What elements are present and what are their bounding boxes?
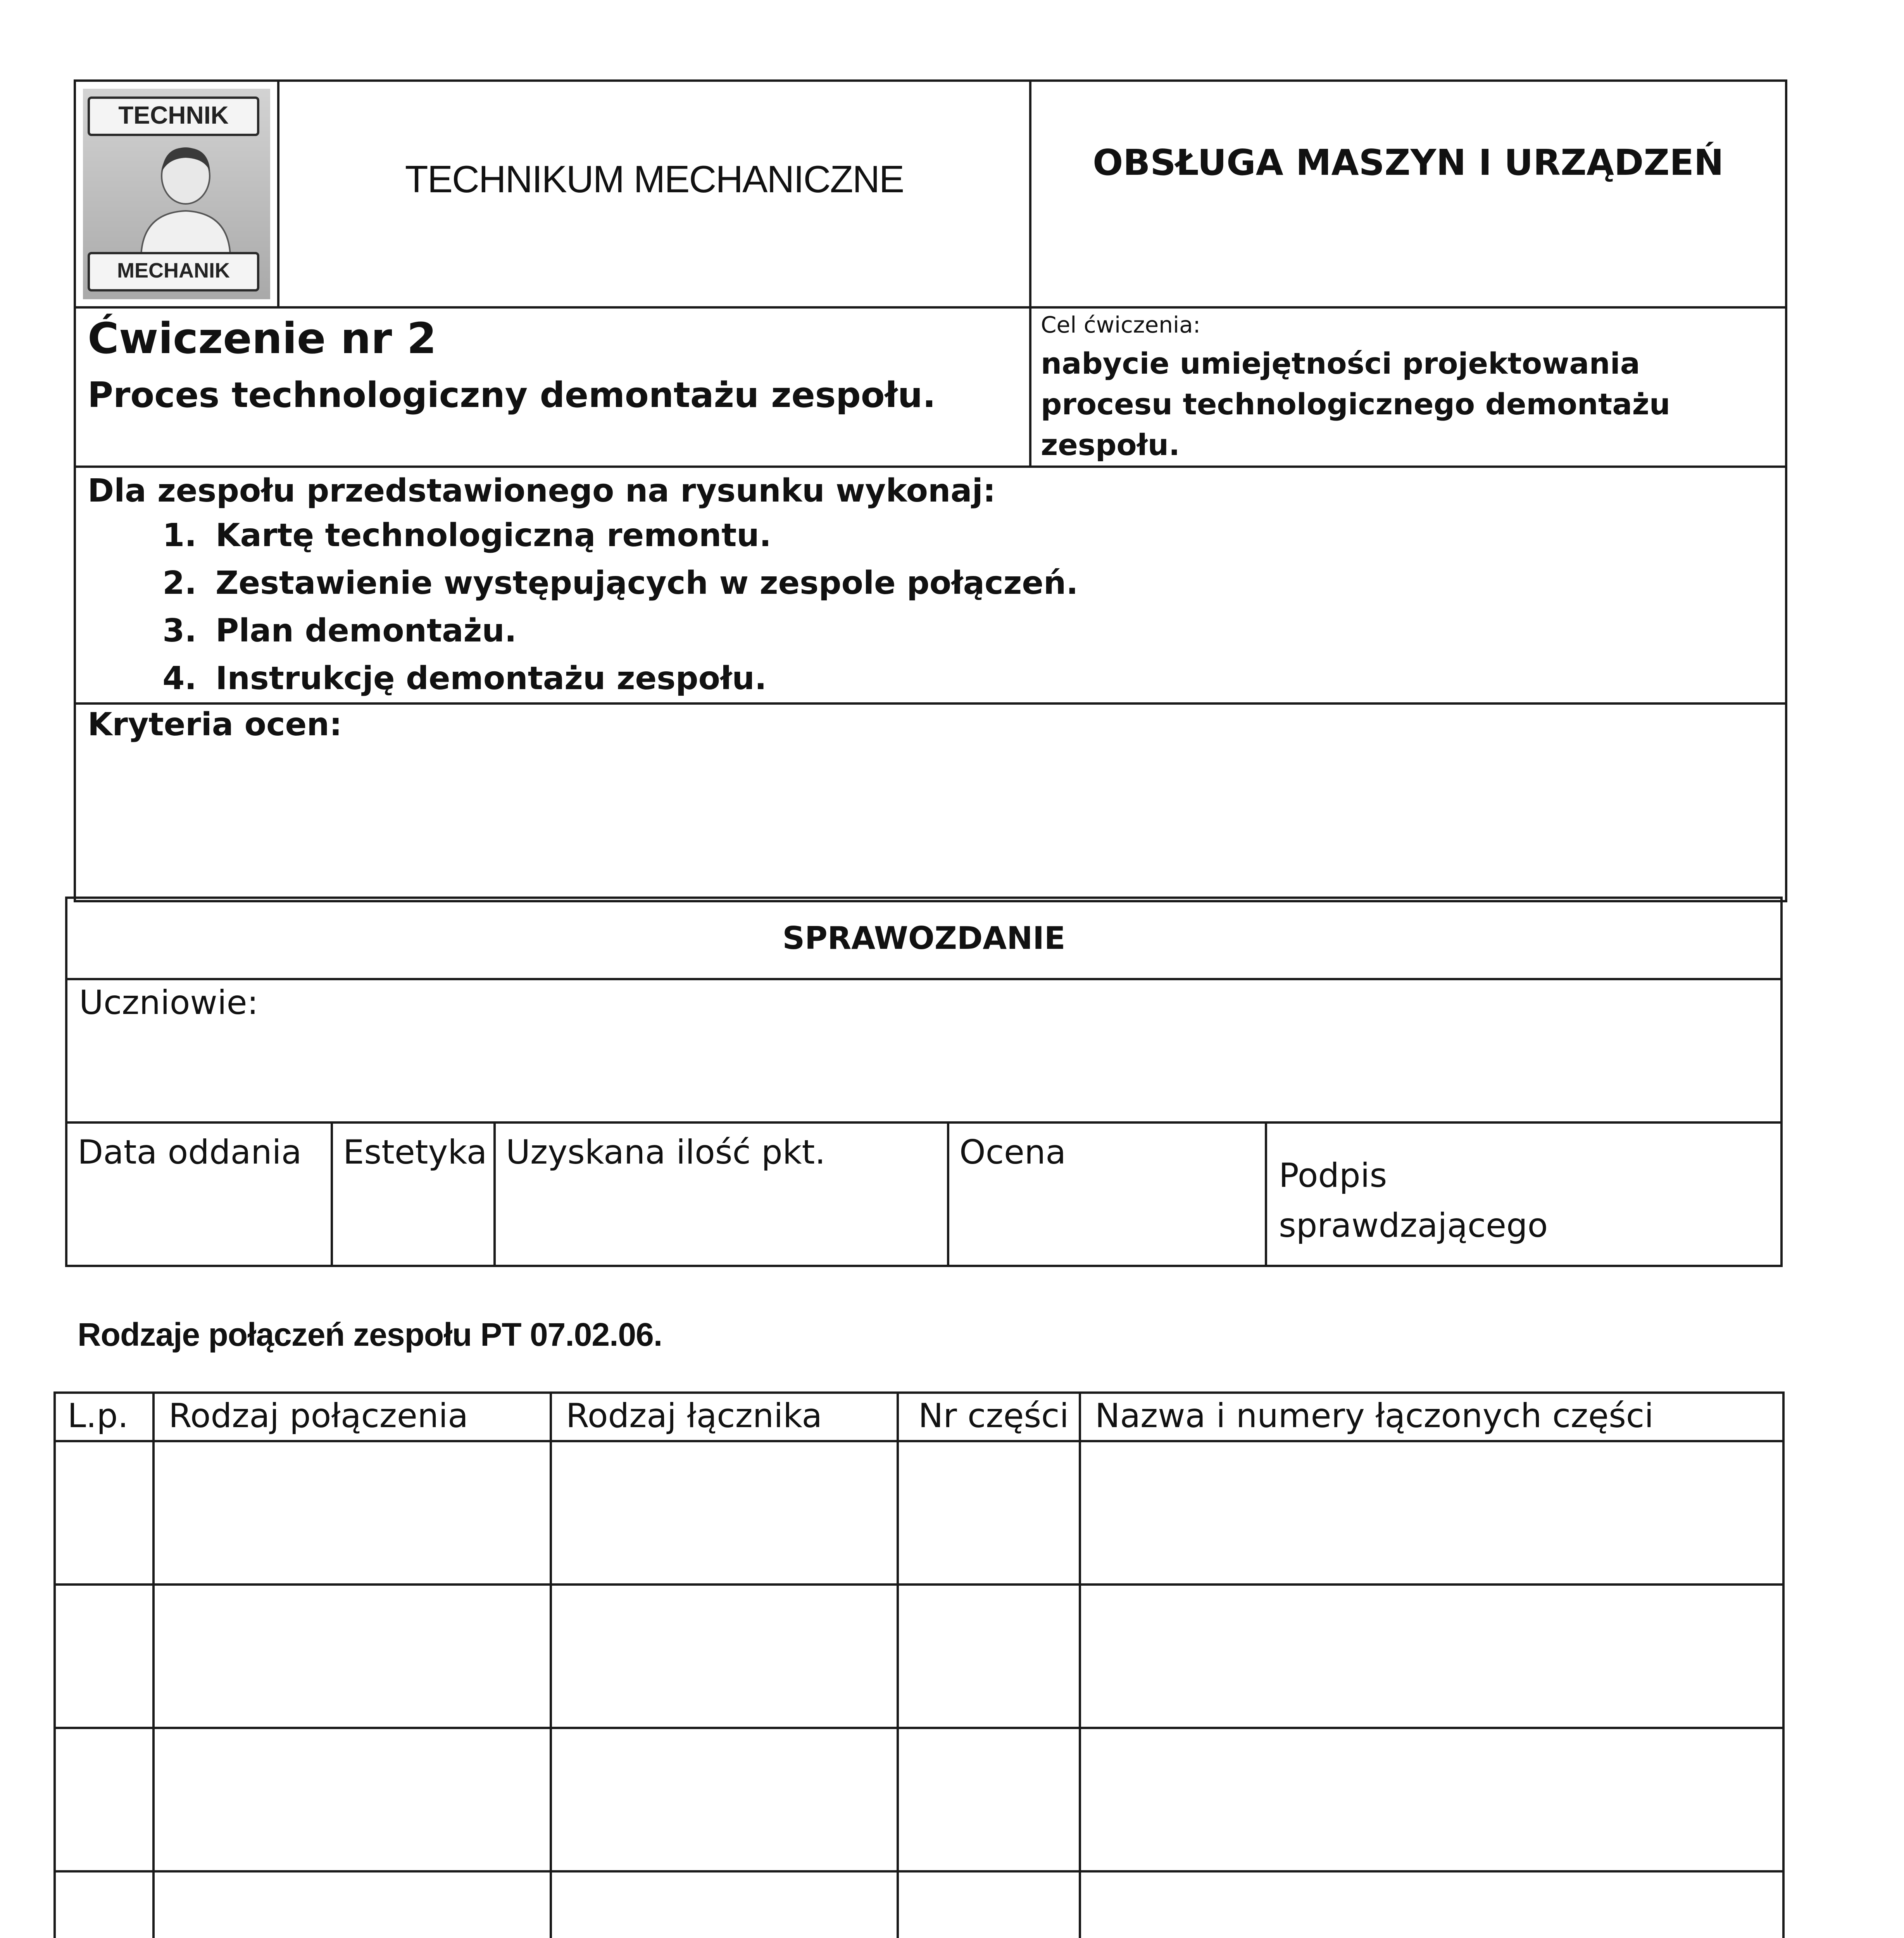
table-cell[interactable] xyxy=(55,1871,153,1938)
signature-label-line1: Podpis xyxy=(1279,1156,1387,1195)
school-logo xyxy=(75,81,278,307)
table-cell[interactable] xyxy=(1080,1441,1783,1585)
table-cell[interactable] xyxy=(898,1871,1080,1938)
logo-bottom-label: MECHANIK xyxy=(88,252,259,291)
table-cell[interactable] xyxy=(55,1441,153,1585)
table-cell[interactable] xyxy=(551,1728,898,1871)
table-row xyxy=(55,1871,1783,1938)
table-cell[interactable] xyxy=(1080,1871,1783,1938)
grade-label: Ocena xyxy=(959,1133,1066,1172)
table-cell[interactable] xyxy=(551,1441,898,1585)
table-cell[interactable] xyxy=(898,1728,1080,1871)
connections-heading: Rodzaje połączeń zespołu PT 07.02.06. xyxy=(78,1316,662,1353)
table-cell[interactable] xyxy=(1080,1728,1783,1871)
task-item: 4. Instrukcję demontażu zespołu. xyxy=(208,655,1785,702)
table-cell[interactable] xyxy=(55,1728,153,1871)
table-cell[interactable] xyxy=(898,1441,1080,1585)
col-header-fastener-type: Rodzaj łącznika xyxy=(551,1393,898,1441)
exercise-number: Ćwiczenie nr 2 xyxy=(88,314,437,363)
exercise-title: Proces technologiczny demontażu zespołu. xyxy=(88,375,936,416)
table-cell[interactable] xyxy=(153,1441,551,1585)
aesthetics-label: Estetyka xyxy=(343,1133,487,1172)
table-cell[interactable] xyxy=(551,1871,898,1938)
col-header-part-number: Nr części xyxy=(898,1393,1080,1441)
tasks-cell xyxy=(75,467,1786,703)
col-header-connection-type: Rodzaj połączenia xyxy=(153,1393,551,1441)
logo-top-label: TECHNIK xyxy=(88,97,259,136)
exercise-cell xyxy=(75,307,1030,467)
table-cell[interactable] xyxy=(551,1585,898,1728)
col-header-part-names: Nazwa i numery łączonych części xyxy=(1080,1393,1783,1441)
table-row xyxy=(55,1441,1783,1585)
connections-table xyxy=(53,1391,1785,1938)
exercise-sheet xyxy=(74,79,1787,902)
col-header-lp: L.p. xyxy=(55,1393,153,1441)
goal-cell xyxy=(1030,307,1786,467)
report-title: SPRAWOZDANIE xyxy=(782,920,1066,956)
signature-cell xyxy=(1266,1122,1782,1266)
goal-label: Cel ćwiczenia: xyxy=(1041,312,1201,338)
subject-title: OBSŁUGA MASZYN I URZĄDZEŃ xyxy=(1093,142,1724,183)
students-label: Uczniowie: xyxy=(79,983,259,1022)
task-item: 2. Zestawienie występujących w zespole połączeń. xyxy=(208,559,1785,607)
table-cell[interactable] xyxy=(55,1585,153,1728)
points-label: Uzyskana ilość pkt. xyxy=(506,1133,826,1172)
subject-cell xyxy=(1030,81,1786,307)
points-cell xyxy=(495,1122,948,1266)
task-item: 3. Plan demontażu. xyxy=(208,607,1785,655)
task-item: 1. Kartę technologiczną remontu. xyxy=(208,512,1785,559)
report-title-cell xyxy=(66,898,1782,979)
school-name-cell xyxy=(278,81,1030,307)
table-cell[interactable] xyxy=(153,1871,551,1938)
table-cell[interactable] xyxy=(153,1585,551,1728)
criteria-cell xyxy=(75,703,1786,901)
table-cell[interactable] xyxy=(153,1728,551,1871)
date-cell xyxy=(66,1122,332,1266)
report-sheet xyxy=(65,897,1783,1267)
date-label: Data oddania xyxy=(78,1133,302,1172)
table-cell[interactable] xyxy=(898,1585,1080,1728)
grade-cell xyxy=(948,1122,1266,1266)
table-row xyxy=(55,1728,1783,1871)
goal-text: nabycie umiejętności projektowania procesu technologicznego demontażu zespołu. xyxy=(1041,346,1670,462)
tasks-intro: Dla zespołu przedstawionego na rysunku wykonaj: xyxy=(88,472,996,509)
table-cell[interactable] xyxy=(1080,1585,1783,1728)
tasks-list xyxy=(76,512,1785,702)
person-avatar-icon xyxy=(133,139,238,255)
table-header-row xyxy=(55,1393,1783,1441)
signature-label-line2: sprawdzającego xyxy=(1279,1206,1548,1245)
aesthetics-cell xyxy=(332,1122,495,1266)
table-row xyxy=(55,1585,1783,1728)
criteria-label: Kryteria ocen: xyxy=(88,706,342,743)
school-name: TECHNIKUM MECHANICZNE xyxy=(405,158,904,200)
students-cell xyxy=(66,979,1782,1122)
